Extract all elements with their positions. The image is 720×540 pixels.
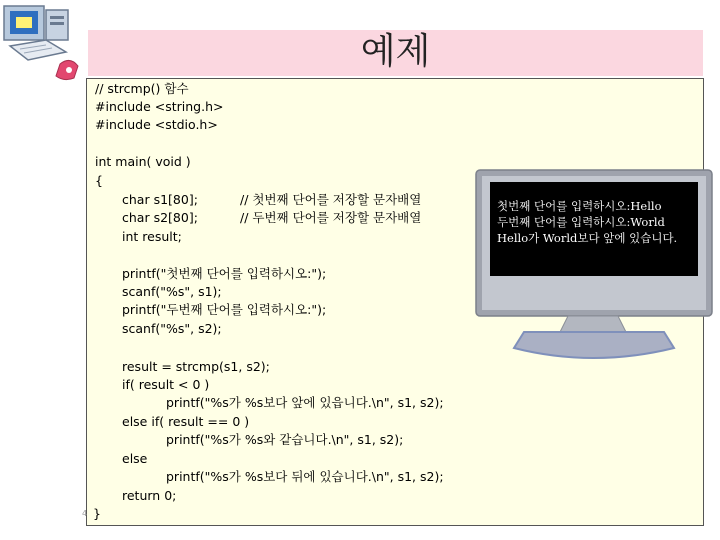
code-line: result = strcmp(s1, s2); bbox=[122, 359, 270, 374]
computer-clipart-icon bbox=[2, 2, 86, 86]
slide-number: 4 bbox=[82, 509, 88, 518]
code-line: printf("%s가 %s와 같습니다.\n", s1, s2); bbox=[166, 432, 404, 447]
code-line: // strcmp() 함수 bbox=[95, 81, 189, 96]
code-line: char s1[80]; bbox=[122, 192, 198, 207]
code-comment: // 두번째 단어를 저장할 문자배열 bbox=[240, 210, 422, 225]
code-line: else if( result == 0 ) bbox=[122, 414, 250, 429]
code-line: if( result < 0 ) bbox=[122, 377, 210, 392]
code-line: return 0; bbox=[122, 488, 177, 503]
code-line: printf("첫번째 단어를 입력하시오:"); bbox=[122, 266, 327, 281]
code-line: char s2[80]; bbox=[122, 210, 198, 225]
code-line: printf("%s가 %s보다 앞에 있읍니다.\n", s1, s2); bbox=[166, 395, 444, 410]
code-line: int result; bbox=[122, 229, 182, 244]
code-line: printf("%s가 %s보다 뒤에 있습니다.\n", s1, s2); bbox=[166, 469, 444, 484]
code-line: printf("두번째 단어를 입력하시오:"); bbox=[122, 302, 327, 317]
code-line: else bbox=[122, 451, 148, 466]
console-output-line: 두번째 단어를 입력하시오:World bbox=[497, 215, 665, 229]
console-output-line: Hello가 World보다 앞에 있습니다. bbox=[497, 231, 678, 245]
slide-title: 예제 bbox=[360, 31, 431, 72]
code-line: int main( void ) bbox=[95, 154, 191, 169]
code-line: #include <stdio.h> bbox=[95, 117, 218, 132]
code-line: } bbox=[93, 506, 101, 521]
code-line: scanf("%s", s1); bbox=[122, 284, 222, 299]
code-line: scanf("%s", s2); bbox=[122, 321, 222, 336]
code-line: { bbox=[95, 173, 103, 188]
code-comment: // 첫번째 단어를 저장할 문자배열 bbox=[240, 192, 422, 207]
code-line: #include <string.h> bbox=[95, 99, 224, 114]
console-output-line: 첫번째 단어를 입력하시오:Hello bbox=[497, 199, 662, 213]
